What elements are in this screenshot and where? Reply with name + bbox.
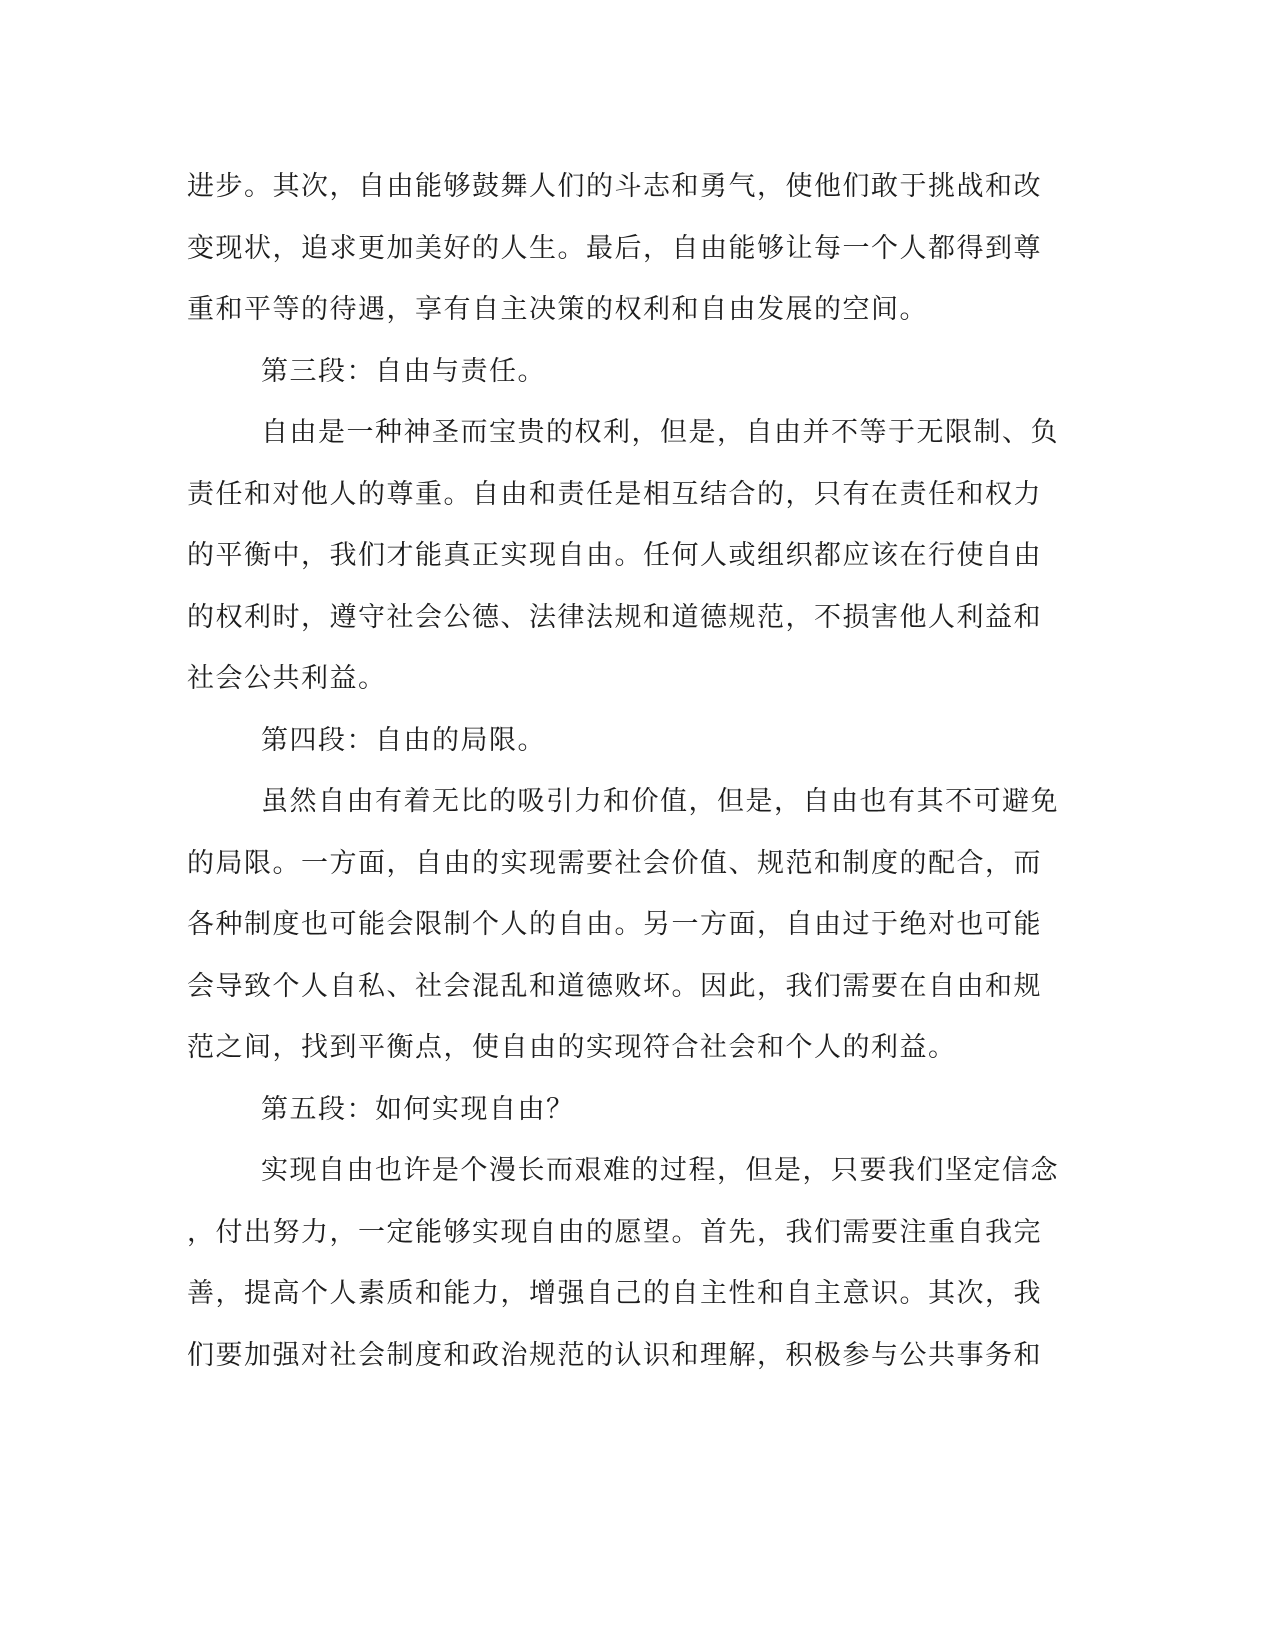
text-line: 各种制度也可能会限制个人的自由。另一方面，自由过于绝对也可能	[187, 909, 1042, 940]
text-line: 会导致个人自私、社会混乱和道德败坏。因此，我们需要在自由和规	[187, 970, 1042, 1002]
text-line: 责任和对他人的尊重。自由和责任是相互结合的，只有在责任和权力	[187, 478, 1042, 510]
text-line: 进步。其次，自由能够鼓舞人们的斗志和勇气，使他们敢于挑战和改	[187, 171, 1042, 202]
text-line: 变现状，追求更加美好的人生。最后，自由能够让每一个人都得到尊	[187, 232, 1042, 264]
text-line: 社会公共利益。	[187, 663, 387, 694]
document-body	[187, 156, 1067, 1386]
text-line: 实现自由也许是个漫长而艰难的过程，但是，只要我们坚定信念	[261, 1155, 1059, 1186]
text-line: 们要加强对社会制度和政治规范的认识和理解，积极参与公共事务和	[187, 1339, 1042, 1371]
section-heading-5: 第五段：如何实现自由？	[261, 1093, 575, 1125]
text-line: ，付出努力，一定能够实现自由的愿望。首先，我们需要注重自我完	[187, 1216, 1042, 1248]
text-line: 善，提高个人素质和能力，增强自己的自主性和自主意识。其次，我	[187, 1278, 1042, 1309]
text-line: 的平衡中，我们才能真正实现自由。任何人或组织都应该在行使自由	[187, 540, 1042, 571]
text-line: 的局限。一方面，自由的实现需要社会价值、规范和制度的配合，而	[187, 847, 1042, 879]
text-line: 自由是一种神圣而宝贵的权利，但是，自由并不等于无限制、负	[261, 417, 1059, 448]
section-heading-4: 第四段：自由的局限。	[261, 724, 546, 756]
text-line: 的权利时，遵守社会公德、法律法规和道德规范，不损害他人利益和	[187, 601, 1042, 633]
text-line: 范之间，找到平衡点，使自由的实现符合社会和个人的利益。	[187, 1032, 957, 1063]
text-line: 虽然自由有着无比的吸引力和价值，但是，自由也有其不可避免	[261, 786, 1059, 817]
section-heading-3: 第三段：自由与责任。	[261, 355, 546, 387]
text-line: 重和平等的待遇，享有自主决策的权利和自由发展的空间。	[187, 294, 928, 325]
